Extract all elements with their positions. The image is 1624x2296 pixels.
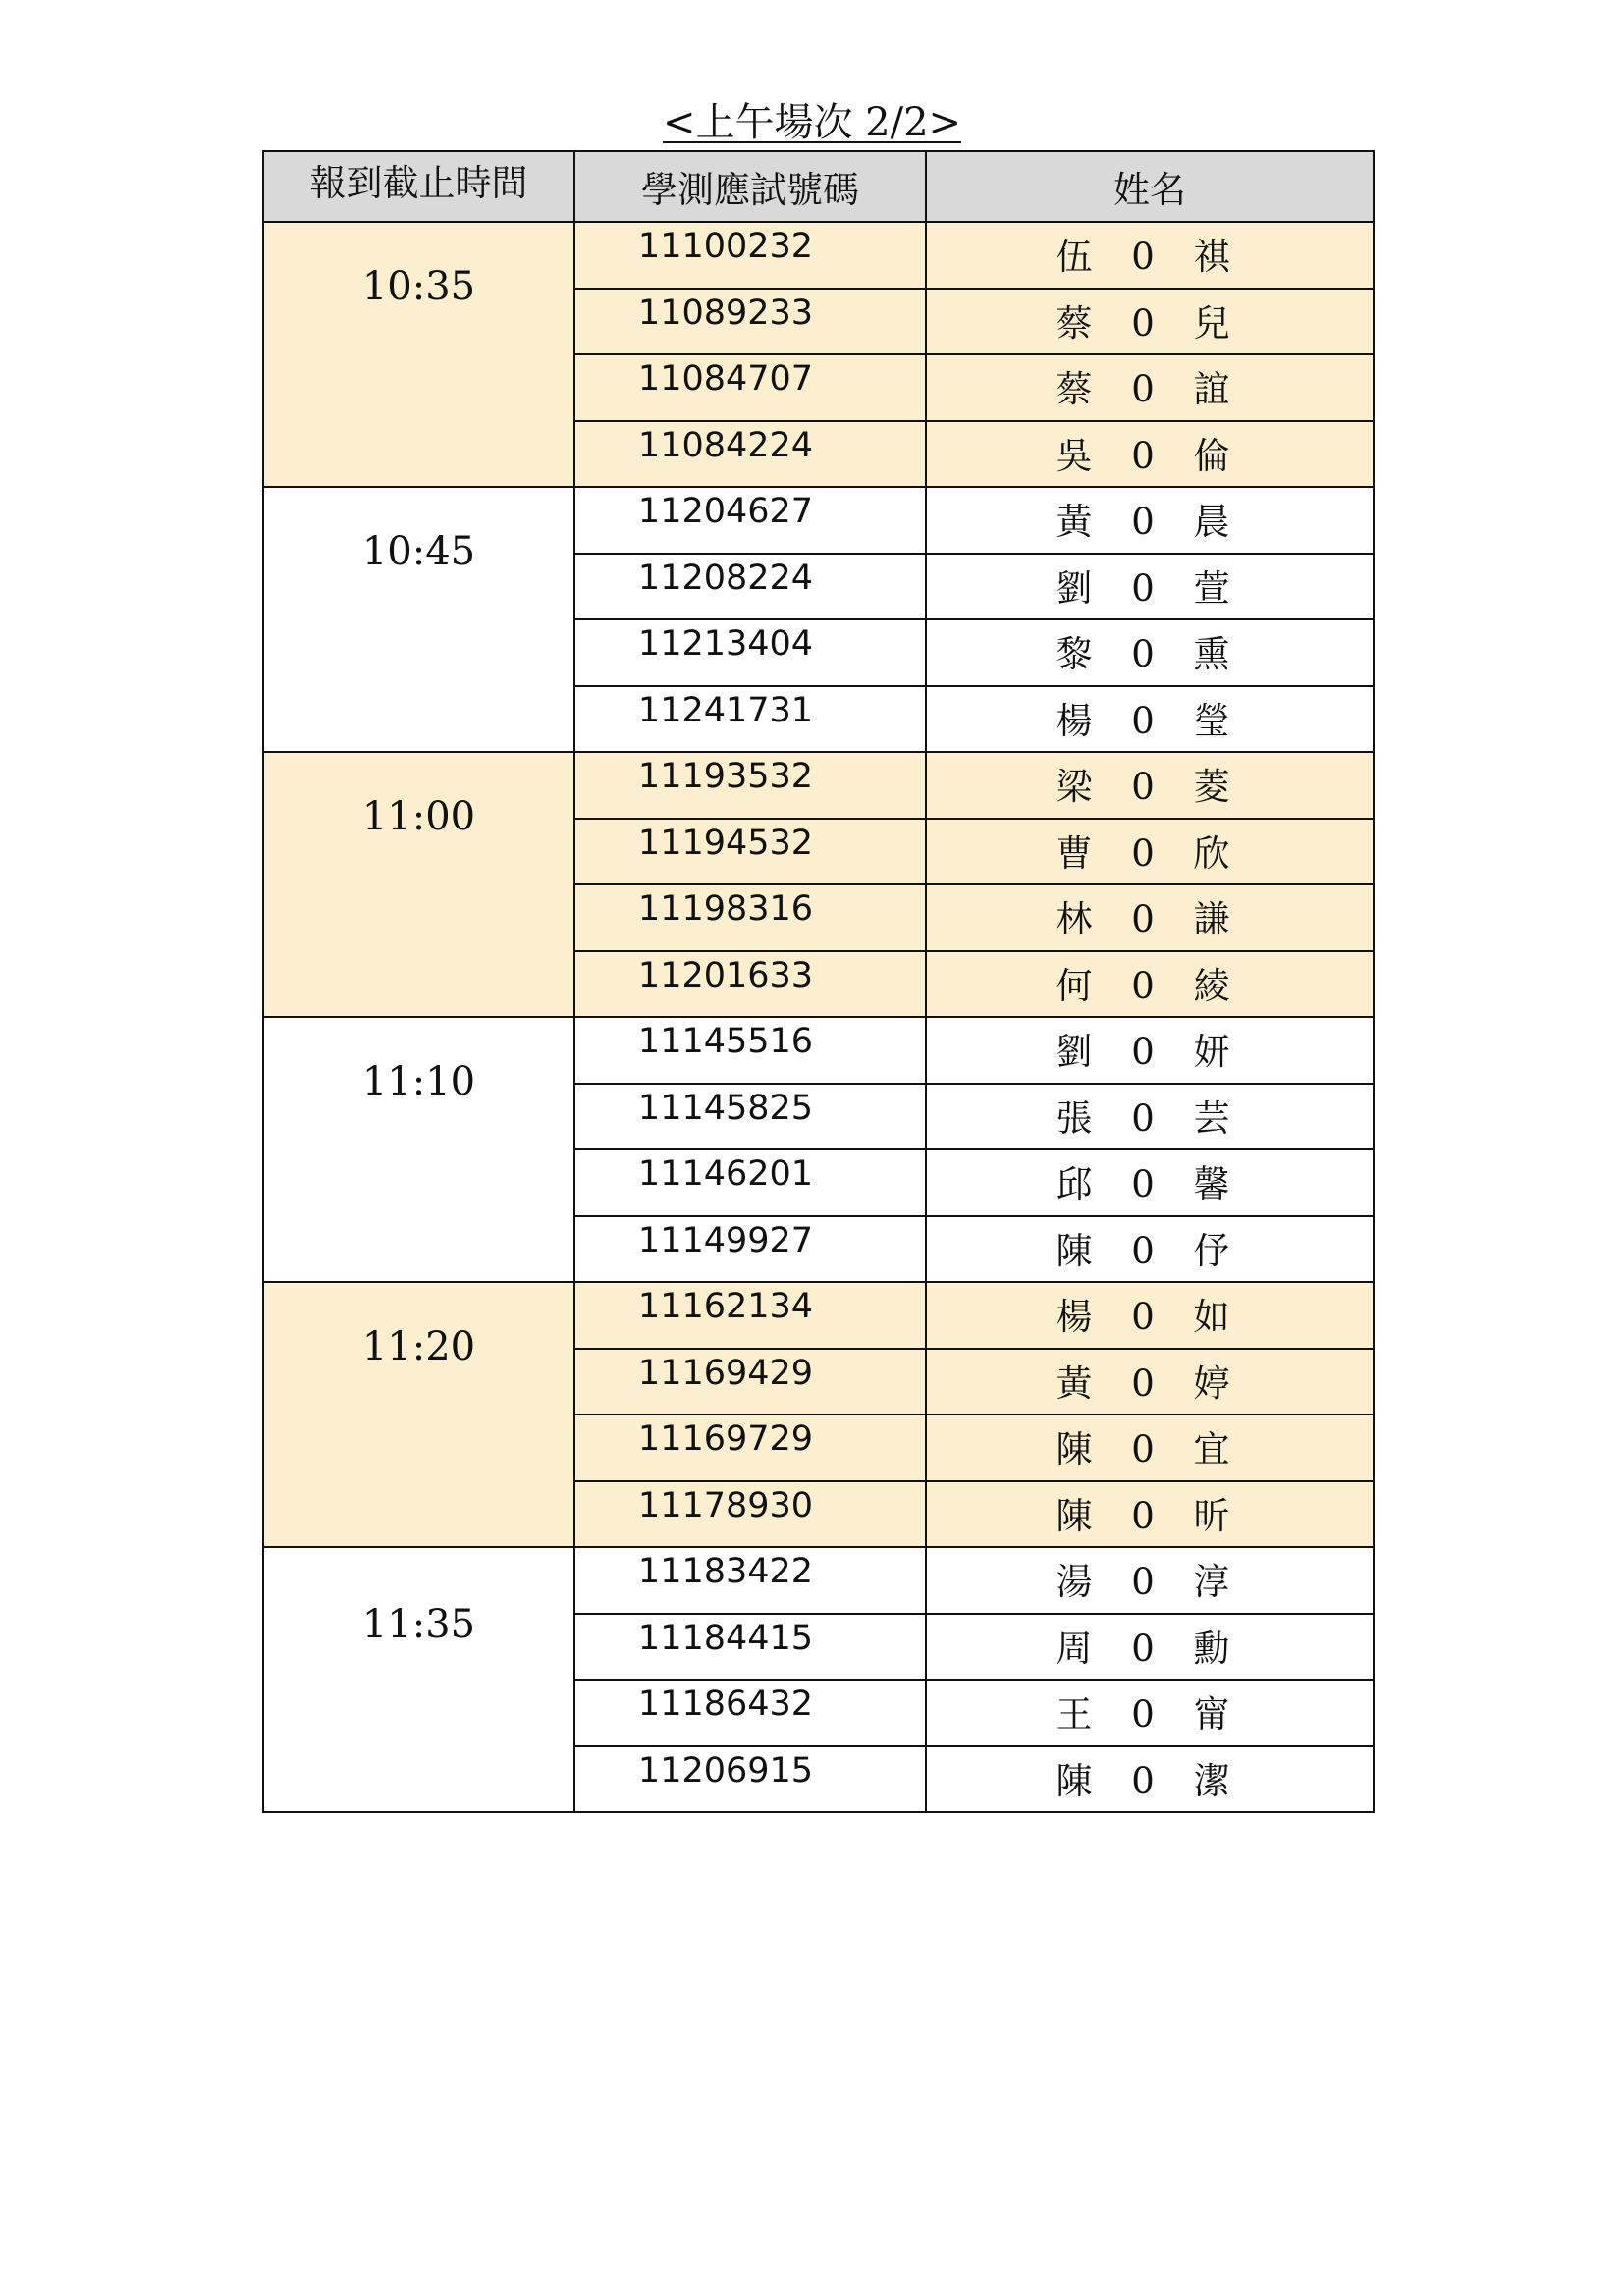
exam-number-cell: 11241731 [574, 686, 926, 753]
student-name-cell: 張 0 芸 [926, 1084, 1374, 1150]
exam-number-cell: 11201633 [574, 951, 926, 1018]
student-name-cell: 楊 0 瑩 [926, 686, 1374, 753]
page-title-text: <上午場次 2/2> [662, 100, 962, 145]
exam-number-cell: 11162134 [574, 1282, 926, 1349]
header-name: 姓名 [926, 151, 1374, 222]
student-name-cell: 伍 0 祺 [926, 222, 1374, 289]
exam-number-cell: 11213404 [574, 619, 926, 686]
student-name-cell: 王 0 甯 [926, 1680, 1374, 1746]
checkin-deadline-cell: 11:00 [263, 752, 574, 1017]
exam-number-cell: 11169429 [574, 1349, 926, 1415]
exam-number-cell: 11193532 [574, 752, 926, 819]
exam-number-cell: 11178930 [574, 1481, 926, 1548]
student-name-cell: 劉 0 萱 [926, 554, 1374, 620]
exam-number-cell: 11169729 [574, 1415, 926, 1481]
student-name-cell: 劉 0 妍 [926, 1017, 1374, 1084]
student-name-cell: 楊 0 如 [926, 1282, 1374, 1349]
header-row [263, 151, 1374, 222]
student-name-cell: 黃 0 婷 [926, 1349, 1374, 1415]
table-body [263, 222, 1374, 1812]
exam-number-cell: 11145825 [574, 1084, 926, 1150]
exam-number-cell: 11208224 [574, 554, 926, 620]
exam-number-cell: 11194532 [574, 819, 926, 885]
student-name-cell: 曹 0 欣 [926, 819, 1374, 885]
exam-number-cell: 11149927 [574, 1216, 926, 1283]
page-title [0, 98, 1624, 147]
student-name-cell: 陳 0 伃 [926, 1216, 1374, 1283]
student-name-cell: 黎 0 熏 [926, 619, 1374, 686]
student-name-cell: 蔡 0 誼 [926, 354, 1374, 421]
table-row [263, 1282, 1374, 1349]
student-name-cell: 周 0 勳 [926, 1614, 1374, 1681]
exam-number-cell: 11089233 [574, 289, 926, 355]
student-name-cell: 陳 0 宜 [926, 1415, 1374, 1481]
checkin-deadline-cell: 11:10 [263, 1017, 574, 1282]
checkin-deadline-cell: 10:45 [263, 487, 574, 752]
student-name-cell: 蔡 0 兒 [926, 289, 1374, 355]
student-name-cell: 林 0 謙 [926, 884, 1374, 951]
checkin-deadline-cell: 11:20 [263, 1282, 574, 1547]
student-name-cell: 陳 0 潔 [926, 1746, 1374, 1813]
exam-number-cell: 11145516 [574, 1017, 926, 1084]
exam-number-cell: 11084224 [574, 421, 926, 488]
student-name-cell: 吳 0 倫 [926, 421, 1374, 488]
table-row [263, 1017, 1374, 1084]
header-id: 學測應試號碼 [574, 151, 926, 222]
exam-number-cell: 11186432 [574, 1680, 926, 1746]
student-name-cell: 湯 0 淳 [926, 1547, 1374, 1614]
checkin-deadline-cell: 10:35 [263, 222, 574, 487]
exam-number-cell: 11146201 [574, 1149, 926, 1216]
table-row [263, 222, 1374, 289]
exam-number-cell: 11198316 [574, 884, 926, 951]
header-time: 報到截止時間 [263, 151, 574, 222]
exam-number-cell: 11183422 [574, 1547, 926, 1614]
checkin-deadline-cell: 11:35 [263, 1547, 574, 1812]
student-name-cell: 梁 0 菱 [926, 752, 1374, 819]
student-name-cell: 陳 0 昕 [926, 1481, 1374, 1548]
exam-number-cell: 11184415 [574, 1614, 926, 1681]
student-name-cell: 邱 0 馨 [926, 1149, 1374, 1216]
exam-number-cell: 11084707 [574, 354, 926, 421]
exam-number-cell: 11206915 [574, 1746, 926, 1813]
schedule-table [262, 150, 1375, 1813]
table-row [263, 752, 1374, 819]
table-row [263, 1547, 1374, 1614]
exam-number-cell: 11204627 [574, 487, 926, 554]
student-name-cell: 何 0 綾 [926, 951, 1374, 1018]
table-row [263, 487, 1374, 554]
student-name-cell: 黃 0 晨 [926, 487, 1374, 554]
exam-number-cell: 11100232 [574, 222, 926, 289]
